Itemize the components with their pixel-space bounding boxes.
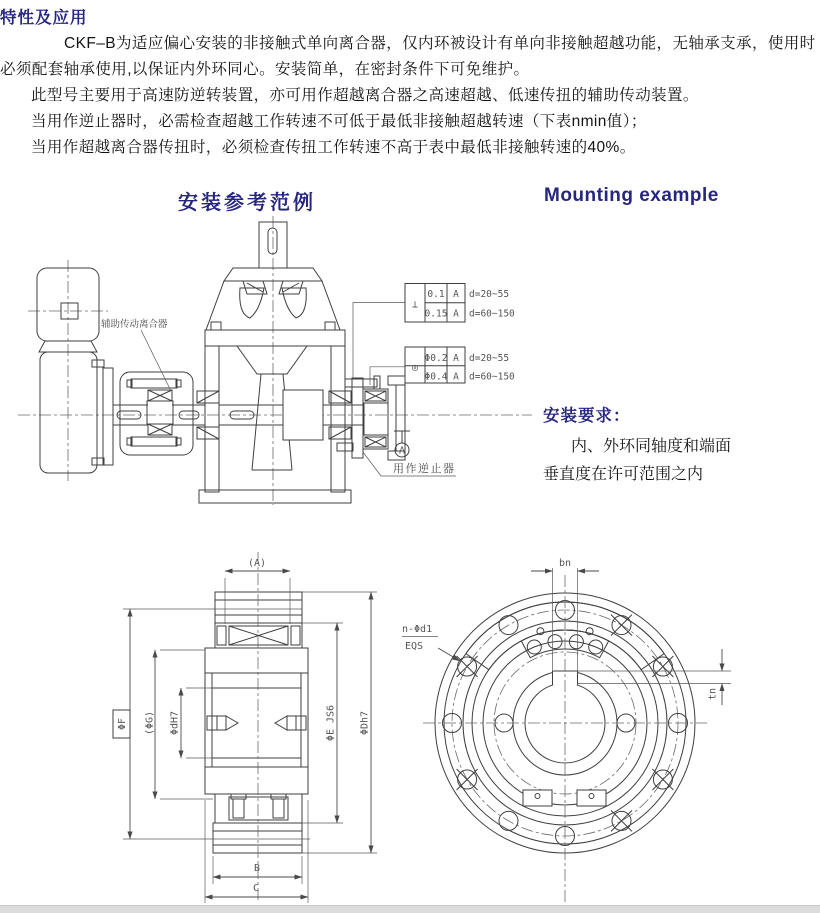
dim-label-d: ΦdH7: [169, 710, 181, 736]
section-title: 特性及应用: [0, 9, 88, 27]
backstop-clutch-assembly: [337, 376, 405, 460]
dim-label-A: (A): [247, 558, 267, 569]
dim-label-tn: tn: [707, 687, 719, 701]
gearbox: [197, 222, 363, 503]
tolerance-range: d=20~55: [469, 353, 510, 364]
tolerance-datum: A: [453, 308, 459, 320]
dim-label-E: ΦE JS6: [325, 704, 337, 742]
tolerance-datum: A: [453, 371, 459, 383]
front-view: [402, 558, 731, 903]
holes-count-label: n-Φd1: [402, 624, 433, 635]
dim-label-B: B: [253, 863, 261, 874]
concentricity-icon: ◎: [411, 362, 419, 374]
tolerance-range: d=60~150: [469, 371, 515, 383]
backstop-label: 用作逆止器: [393, 463, 456, 475]
dimension-drawing-figure: [30, 545, 820, 907]
dim-label-D: ΦDh7: [359, 710, 371, 736]
tolerance-datum: A: [453, 289, 459, 300]
page-bottom-edge: [0, 905, 820, 913]
datum-letter: A: [398, 445, 406, 457]
intro-paragraph-4: 当用作超越离合器传扭时，必须检查传扭工作转速不高于表中最低非接触转速的40%。: [31, 139, 636, 156]
perpendicularity-icon: ⊥: [411, 299, 419, 311]
tolerance-frame-concentricity: [405, 347, 515, 383]
tolerance-datum: A: [453, 353, 459, 364]
tolerance-value: Φ0.2: [424, 353, 448, 364]
dim-label-C: C: [252, 883, 260, 894]
holes-eqs-label: EQS: [405, 641, 424, 652]
mounting-diagram-figure: [0, 210, 540, 515]
tolerance-range: d=20~55: [469, 289, 510, 300]
mounting-heading-cn: 安装参考范例: [178, 192, 316, 214]
dim-label-bn: bn: [558, 558, 572, 569]
requirements-heading: 安装要求：: [543, 407, 631, 425]
tolerance-frame-perpendicularity: [405, 284, 515, 323]
dim-label-G: (ΦG): [144, 710, 156, 736]
aux-clutch-label: 辅助传动离合器: [101, 319, 168, 330]
intro-paragraph-2: 此型号主要用于高速防逆转装置，亦可用作超越离合器之高速超越、低速传扭的辅助传动装置。: [31, 87, 699, 104]
tolerance-value: 0.1: [427, 289, 445, 300]
dim-label-F: ΦF: [117, 717, 128, 731]
section-dimensions: [113, 558, 377, 903]
mounting-heading-en: Mounting example: [544, 185, 719, 206]
mounting-requirements: [543, 402, 819, 489]
features-section: [0, 2, 820, 161]
intro-paragraph-1: CKF–B为适应偏心安装的非接触式单向离合器，仅内环被设计有单向非接触超越功能，无轴承支承，使用时必须配套轴承使用,以保证内外环同心。安装简单，在密封条件下可免维护。: [0, 35, 816, 78]
tolerance-value: 0.15: [424, 308, 448, 320]
requirements-line: 内、外环同轴度和端面: [571, 438, 732, 455]
tolerance-range: d=60~150: [469, 308, 515, 320]
requirements-line: 垂直度在许可范围之内: [543, 466, 704, 483]
intro-paragraph-3: 当用作逆止器时，必需检查超越工作转速不可低于最低非接触超越转速（下表nmin值）；: [31, 113, 647, 130]
tolerance-value: Φ0.4: [424, 371, 448, 383]
aux-clutch-assembly: [92, 360, 205, 465]
